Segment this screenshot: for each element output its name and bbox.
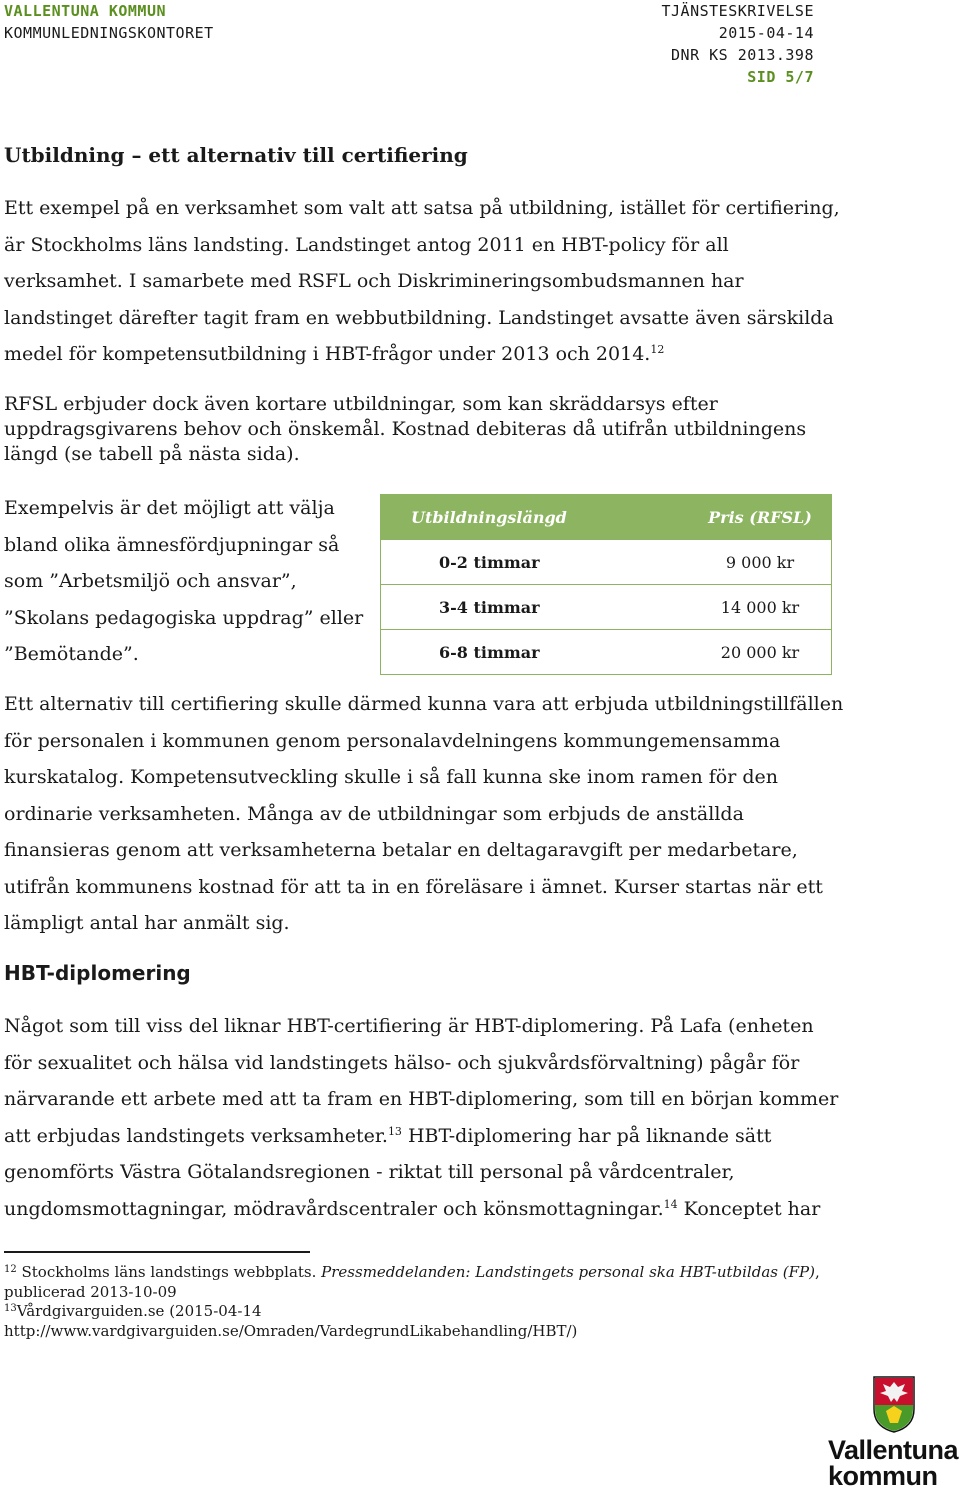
cell-price: 20 000 kr (659, 630, 832, 675)
footnote-13-url[interactable]: http://www.vardgivarguiden.se/Omraden/VardegrundLikabehandling/HBT/) (4, 1321, 578, 1340)
table-row (381, 585, 832, 630)
price-table-header (381, 495, 832, 540)
footnotes (4, 1263, 824, 1341)
footnote-12-date: , publicerad 2013-10-09 (4, 1263, 820, 1301)
section-heading-hbt-diplomering: HBT-diplomering (4, 961, 191, 985)
municipality-name: VALLENTUNA KOMMUN (4, 2, 167, 20)
logo-text-kommun: kommun (828, 1461, 938, 1491)
paragraph-diplomering-text-c: Konceptet har (677, 1197, 821, 1220)
header-left (4, 0, 214, 44)
paragraph-landsting (4, 190, 844, 373)
table-row (381, 630, 832, 675)
cell-length: 0-2 timmar (381, 540, 660, 585)
footnote-12-text: Stockholms läns landstings webbplats. (16, 1263, 322, 1281)
paragraph-examples: Exempelvis är det möjligt att välja bland olika ämnesfördjupningar så som ”Arbetsmiljö och ansvar”, ”Skolans pedagogiska uppdrag” eller ”Bemötande”. (4, 497, 364, 665)
footnote-12-title: Pressmeddelanden: Landstingets personal ska HBT-utbildas (FP) (321, 1263, 815, 1281)
office-name: KOMMUNLEDNINGSKONTORET (4, 24, 214, 42)
paragraph-diplomering (4, 1008, 844, 1227)
header-right (662, 0, 815, 88)
document-dnr: DNR KS 2013.398 (671, 46, 814, 64)
footnote-divider (4, 1251, 310, 1253)
document-date: 2015-04-14 (718, 24, 814, 42)
section-heading-utbildning: Utbildning – ett alternativ till certifiering (4, 143, 468, 167)
paragraph-diplomering-text-a: Något som till viss del liknar HBT-certifiering är HBT-diplomering. På Lafa (enheten för sexualitet och hälsa vid landstingets hälso- och sjukvårdsförvaltning) pågår för närvarande ett arbete med att ta fram en HBT-diplomering, som till en början kommer att erbjudas landstingets verksamheter. (4, 1015, 839, 1147)
footnote-ref-13: 13 (387, 1124, 402, 1138)
table-row (381, 540, 832, 585)
cell-length: 3-4 timmar (381, 585, 660, 630)
header-price: Pris (RFSL) (659, 495, 832, 540)
paragraph-rfsl: RFSL erbjuder dock även kortare utbildningar, som kan skräddarsys efter uppdragsgivarens behov och önskemål. Kostnad debiteras då utifrån utbildningens längd (se tabell på nästa sida). (4, 393, 807, 465)
paragraph-landsting-text: Ett exempel på en verksamhet som valt att satsa på utbildning, istället för certifiering, är Stockholms läns landsting. Landstinget antog 2011 en HBT-policy för all verksamhet. I samarbete med RSFL och Diskrimineringsombudsmannen har landstinget därefter tagit fram en webbutbildning. Landstinget avsatte även särskilda medel för kompetensutbildning i HBT-frågor under 2013 och 2014. (4, 197, 840, 365)
footnote-ref-14: 14 (663, 1197, 678, 1211)
footnote-12 (4, 1263, 824, 1302)
price-table (380, 494, 832, 675)
cell-price: 9 000 kr (659, 540, 832, 585)
vallentuna-logo (828, 1375, 960, 1489)
paragraph-diplomering-text-b: HBT-diplomering har på liknande sätt genomförts Västra Götalandsregionen - riktat till personal på vårdcentraler, ungdomsmottagningar, mödravårdscentraler och könsmottagningar. (4, 1124, 772, 1220)
logo-text-vallentuna: Vallentuna (828, 1435, 959, 1465)
footnote-13-number: 13 (4, 1303, 17, 1314)
paragraph-alternative: Ett alternativ till certifiering skulle därmed kunna vara att erbjuda utbildningstillfällen för personalen i kommunen genom personalavdelningens kommungemensamma kurskatalog. Kompetensutveckling skulle i så fall kunna ske inom ramen för den ordinarie verksamheten. Många av de utbildningar som erbjuds de anställda finansieras genom att verksamheterna betalar en deltagaravgift per medarbetare, utifrån kommunens kostnad för att ta in en föreläsare i ämnet. Kurser startas när ett lämpligt antal har anmält sig. (4, 693, 844, 934)
header-length: Utbildningslängd (381, 495, 660, 540)
footnote-ref-12: 12 (650, 343, 665, 356)
cell-length: 6-8 timmar (381, 630, 660, 675)
footnote-13-text: Vårdgivarguiden.se (2015-04-14 (16, 1302, 262, 1320)
cell-price: 14 000 kr (659, 585, 832, 630)
footnote-13 (4, 1302, 824, 1322)
page-number: SID 5/7 (747, 68, 814, 86)
footnote-12-number: 12 (4, 1264, 17, 1275)
document-type: TJÄNSTESKRIVELSE (661, 2, 814, 20)
coat-of-arms-icon (872, 1375, 916, 1433)
